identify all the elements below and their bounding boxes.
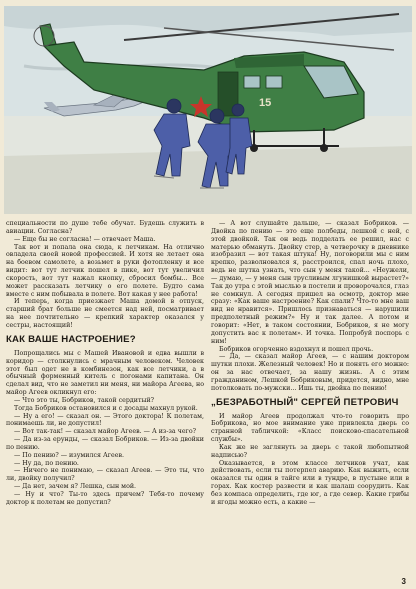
paragraph: Бобриков огорченно вздохнул и пошел прочь. bbox=[219, 345, 374, 353]
paragraph: специальности по душе тебе обучат. Будешь служить в авиации. Согласна? bbox=[6, 220, 204, 235]
paragraph: Как же не заглянуть за дверь с такой любопытной надписью? bbox=[211, 443, 409, 459]
paragraph: — Что это ты, Бобриков, такой сердитый? bbox=[14, 396, 155, 404]
paragraph: — Да нет, зачем я? Лешка, сын мой. bbox=[14, 483, 137, 491]
paragraph: И теперь, когда приезжает Маша домой в отпуск, старший брат больше не смеется над ней, посматривает на нее почтительно — крепкий характер оказался у сестры, настоящий! bbox=[6, 298, 204, 329]
paragraph: Тогда Бобриков остановился и с досады махнул рукой. bbox=[14, 404, 198, 412]
paragraph: — Еще бы не согласна! — отвечает Маша. bbox=[14, 235, 156, 243]
section-heading-unemployed: „БЕЗРАБОТНЫЙ" СЕРГЕЙ ПЕТРОВИЧ bbox=[211, 396, 399, 408]
paragraph: — Ну а его! — сказал он. — Этого доктора! К полетам, понимаешь ли, не допустил! bbox=[6, 412, 204, 428]
illustration-helicopter-scene bbox=[4, 6, 412, 214]
section-heading-mood: КАК ВАШЕ НАСТРОЕНИЕ? bbox=[6, 333, 136, 345]
left-text-column bbox=[6, 220, 204, 582]
paragraph: Так вот и попала она сюда, к летчикам. На отлично овладела своей новой профессией. И хотя не летает она на боевом самолете, а возьмет в руки фотопленку и все видит: вот тут летчик пошел в пике, вот тут увеличил скорость, вот тут нажал кнопку, сбросил бомбы... Все может рассказать летчику о его полете. Будто сама вместе с ним побывала в полете. Вот какая у нее работа! bbox=[6, 243, 204, 298]
paragraph: — Да из-за ерунды, — сказал Бобриков. — Из-за двойки по пению. bbox=[6, 436, 204, 451]
paragraph: — Ничего не понимаю, — сказал Агеев. — Это ты, что ли, двойку получил? bbox=[6, 467, 204, 483]
helicopter-number: 15 bbox=[259, 97, 272, 109]
paragraph: — Ну да, по пению. bbox=[14, 459, 79, 467]
paragraph: И майор Агеев продолжал что-то говорить про Бобрикова, но мое внимание уже привлекла дверь со странной табличкой: «Класс поисково-спасательной службы». bbox=[211, 412, 409, 444]
paragraph: — А вот слушайте дальше, — сказал Бобриков. — Двойка по пению — это еще полбеды, лешкой с ней, с этой двойкой. Так он ведь подделать ее решил, нас с матерью обмануть. Двойку стер, а четверочку в дневнике изобразил — вот такая штука! Ну, поговорили мы с ним крепко, разволновался я, расстроился, спал ночь плохо, ведь не шутка узнать, что сын у меня такой... «Неужели, — думаю, — у меня сын трусливым лгунишкой вырастет?» Так до утра с этой мыслью в постели и проворочался, глаз не сомкнул. А сегодня пришел на осмотр, доктор мне сразу: «Как ваше настроение? Как спали? Что-то мне ваш вид не нравится». Пришлось признаваться — нарушили предполетный режим?» Ну и так далее. А потом и говорит: «Нет, в таком состоянии, Бобриков, я не могу допустить вас к полетам». И точка. Попробуй поспорь с ним! bbox=[211, 220, 409, 345]
paragraph: Попрощались мы с Машей Ивановой и едва вышли в коридор — столкнулись с мрачным человеком. Человек этот был одет не в комбинезон, как все летчики, а в обычный форменный китель с погонами капитана. Он сделал вид, что не заметил ни меня, ни майора Агеева, но майор Агеев окликнул его: bbox=[6, 349, 204, 397]
helicopter-illustration bbox=[4, 6, 412, 214]
paragraph: Оказывается, в этом классе летчиков учат, как действовать, если ты потерпел аварию. Как выжить, если оказался ты один в тайге или в тундре, в пустыне или в горах. Как костер развести и как шалаш соорудить. Как без компаса определить, где юг, а где север. Какие грибы и ягоды можно есть, а какие — bbox=[211, 459, 409, 506]
page-number: 3 bbox=[401, 577, 406, 586]
paragraph: — Да, — сказал майор Агеев, — с нашим доктором шутки плохи. Железный человек! Но и понять его можно: он за нас отвечает, за нашу жизнь. А с этим гражданином, Лешкой Бобриковым, придется, видно, мне потолковать по-мужски... Ишь ты, двойка по пению! bbox=[211, 353, 409, 392]
right-text-column bbox=[211, 220, 409, 582]
paragraph: — По пению? — изумился Агеев. bbox=[14, 451, 125, 459]
paragraph: — Вот так-так! — сказал майор Агеев. — А из-за чего? bbox=[14, 428, 197, 436]
paragraph: — Ну и что? Ты-то здесь причем? Тебя-то почему доктор к полетам не допустил? bbox=[6, 491, 204, 506]
